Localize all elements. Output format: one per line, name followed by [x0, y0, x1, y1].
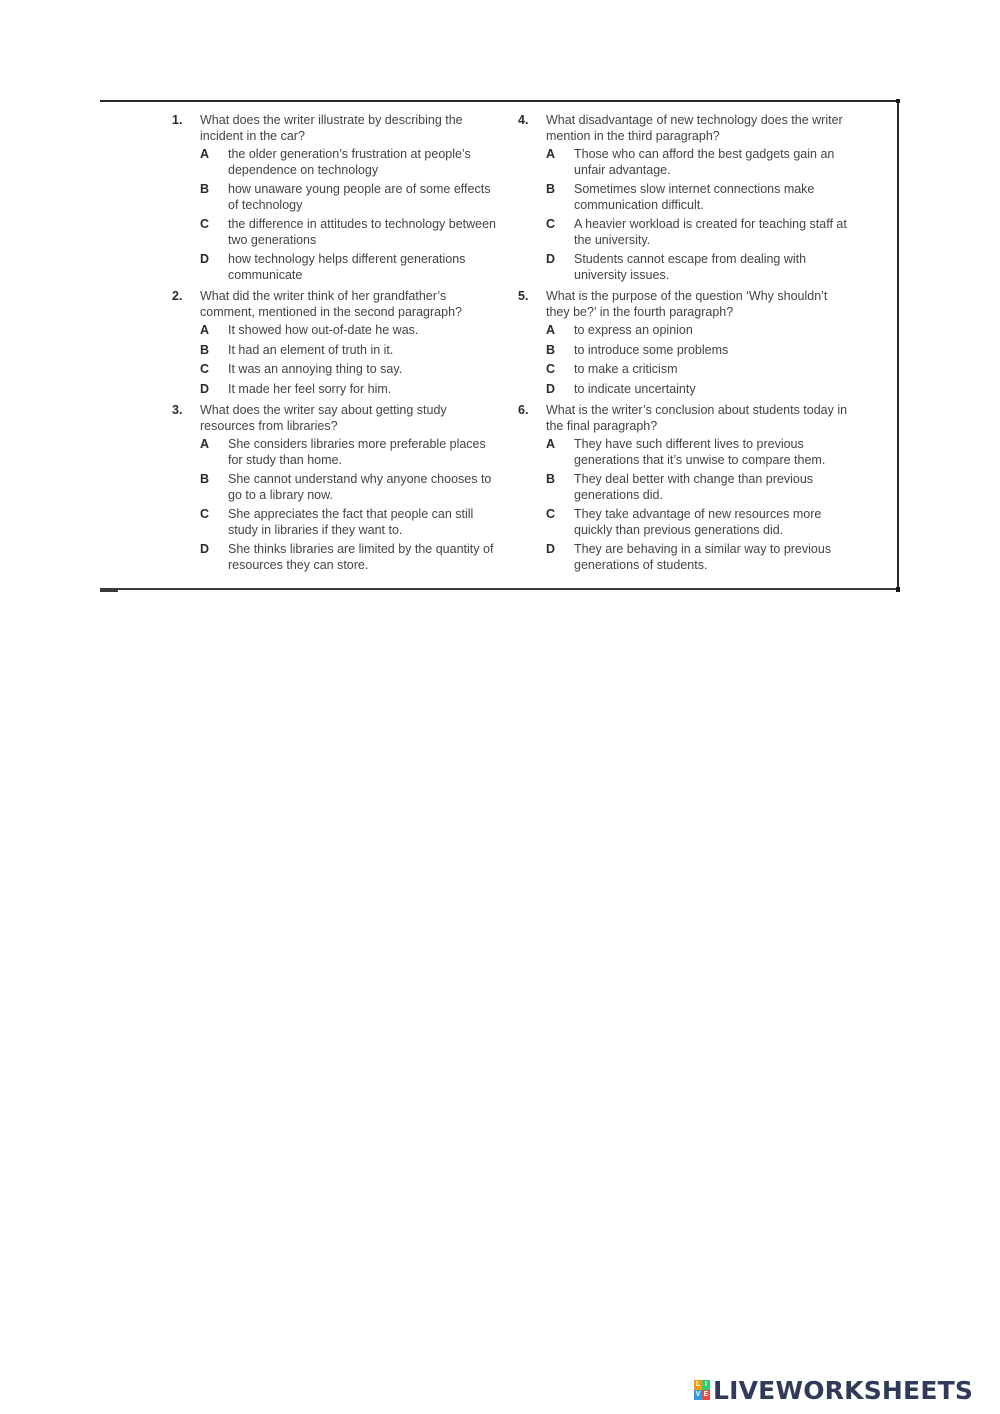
option-letter: D [546, 381, 556, 396]
option-letter: D [200, 252, 210, 266]
answer-option [172, 542, 502, 573]
answer-option [518, 542, 848, 573]
liveworksheets-logo-icon [694, 1380, 710, 1400]
right-rule [897, 100, 899, 592]
answer-option [172, 323, 502, 339]
option-text: to indicate uncertainty [574, 381, 696, 396]
option-letter: A [200, 437, 210, 451]
question-item [518, 113, 848, 283]
answer-option [518, 343, 848, 359]
answer-option [172, 343, 502, 359]
bottom-rule [100, 588, 900, 590]
option-letter: B [546, 472, 556, 486]
option-letter: C [200, 217, 210, 231]
answer-option [172, 472, 502, 503]
answer-option [518, 362, 848, 378]
option-text: the older generation’s frustration at people’s dependence on technology [228, 147, 471, 177]
answer-option [172, 507, 502, 538]
answer-options [172, 437, 502, 573]
option-letter: A [200, 323, 210, 337]
questions-left-column [172, 113, 502, 579]
option-text: They deal better with change than previous generations did. [574, 472, 814, 502]
option-text: how unaware young people are of some effects of technology [228, 182, 491, 212]
answer-option [172, 252, 502, 283]
question-text: What did the writer think of her grandfather’s comment, mentioned in the second paragraph? [200, 289, 462, 319]
question-number: 5. [518, 289, 529, 303]
option-text: how technology helps different generations communicate [228, 252, 466, 282]
question-header [518, 113, 848, 144]
option-letter: B [200, 182, 210, 196]
liveworksheets-brand [694, 1375, 974, 1405]
answer-option [172, 217, 502, 248]
option-letter: D [546, 542, 556, 556]
answer-options [518, 147, 848, 283]
option-text: to make a criticism [574, 362, 678, 376]
answer-option [518, 437, 848, 468]
answer-option [172, 182, 502, 213]
answer-option [172, 147, 502, 178]
answer-option [518, 382, 848, 398]
option-letter: C [546, 217, 556, 231]
answer-option [518, 472, 848, 503]
corner-mark-bottom-right [896, 587, 900, 592]
option-text: They are behaving in a similar way to previous generations of students. [574, 542, 832, 572]
answer-option [518, 147, 848, 178]
brand-name: LIVEWORKSHEETS [713, 1375, 974, 1405]
bottom-rule-accent [100, 588, 118, 592]
answer-option [518, 507, 848, 538]
answer-option [172, 437, 502, 468]
option-letter: B [546, 342, 556, 357]
option-text: to express an opinion [574, 323, 693, 337]
option-text: It showed how out-of-date he was. [228, 323, 419, 337]
option-text: It had an element of truth in it. [228, 342, 394, 357]
option-letter: B [546, 182, 556, 196]
logo-letter: E [703, 1391, 709, 1398]
answer-options [518, 323, 848, 397]
question-number: 3. [172, 403, 183, 417]
option-text: They take advantage of new resources more quickly than previous generations did. [574, 507, 822, 537]
question-text: What disadvantage of new technology does the writer mention in the third paragraph? [546, 113, 843, 143]
option-text: A heavier workload is created for teaching staff at the university. [574, 217, 847, 247]
option-text: It was an annoying thing to say. [228, 362, 403, 376]
question-number: 1. [172, 113, 183, 127]
question-number: 6. [518, 403, 529, 417]
option-letter: A [546, 437, 556, 451]
option-letter: C [546, 507, 556, 521]
question-header [172, 403, 502, 434]
answer-options [172, 323, 502, 397]
option-text: It made her feel sorry for him. [228, 381, 392, 396]
option-letter: A [546, 147, 556, 161]
option-letter: D [200, 542, 210, 556]
option-letter: B [200, 472, 210, 486]
answer-option [172, 362, 502, 378]
option-text: Students cannot escape from dealing with university issues. [574, 252, 807, 282]
question-header [518, 403, 848, 434]
question-header [172, 113, 502, 144]
question-item [172, 403, 502, 573]
option-letter: C [546, 362, 556, 376]
option-text: She cannot understand why anyone chooses to go to a library now. [228, 472, 492, 502]
option-letter: D [546, 252, 556, 266]
option-text: the difference in attitudes to technology between two generations [228, 217, 497, 247]
question-text: What is the writer’s conclusion about students today in the final paragraph? [546, 403, 848, 433]
top-rule [100, 100, 900, 102]
option-text: Those who can afford the best gadgets gain an unfair advantage. [574, 147, 835, 177]
option-text: She appreciates the fact that people can still study in libraries if they want to. [228, 507, 474, 537]
option-letter: A [546, 323, 556, 337]
question-text: What is the purpose of the question ‘Why shouldn’t they be?’ in the fourth paragraph? [546, 289, 828, 319]
logo-letter: I [702, 1380, 710, 1390]
question-header [172, 289, 502, 320]
answer-options [518, 437, 848, 573]
answer-option [518, 217, 848, 248]
answer-option [172, 382, 502, 398]
option-letter: A [200, 147, 210, 161]
answer-option [518, 323, 848, 339]
option-text: They have such different lives to previous generations that it’s unwise to compare them. [574, 437, 826, 467]
questions-right-column [518, 113, 848, 579]
question-item [172, 113, 502, 283]
question-item [518, 403, 848, 573]
question-text: What does the writer illustrate by describing the incident in the car? [200, 113, 463, 143]
question-item [172, 289, 502, 397]
question-header [518, 289, 848, 320]
question-number: 4. [518, 113, 529, 127]
option-letter: B [200, 342, 210, 357]
answer-options [172, 147, 502, 283]
logo-letter: L [695, 1381, 701, 1388]
logo-letter: V [695, 1391, 701, 1398]
option-letter: C [200, 507, 210, 521]
option-text: She thinks libraries are limited by the quantity of resources they can store. [228, 542, 494, 572]
question-item [518, 289, 848, 397]
answer-option [518, 182, 848, 213]
option-text: Sometimes slow internet connections make communication difficult. [574, 182, 815, 212]
option-letter: D [200, 381, 210, 396]
option-text: to introduce some problems [574, 342, 729, 357]
question-number: 2. [172, 289, 183, 303]
option-letter: C [200, 362, 210, 376]
option-text: She considers libraries more preferable places for study than home. [228, 437, 486, 467]
question-text: What does the writer say about getting study resources from libraries? [200, 403, 447, 433]
corner-mark-top-right [896, 99, 900, 103]
answer-option [518, 252, 848, 283]
